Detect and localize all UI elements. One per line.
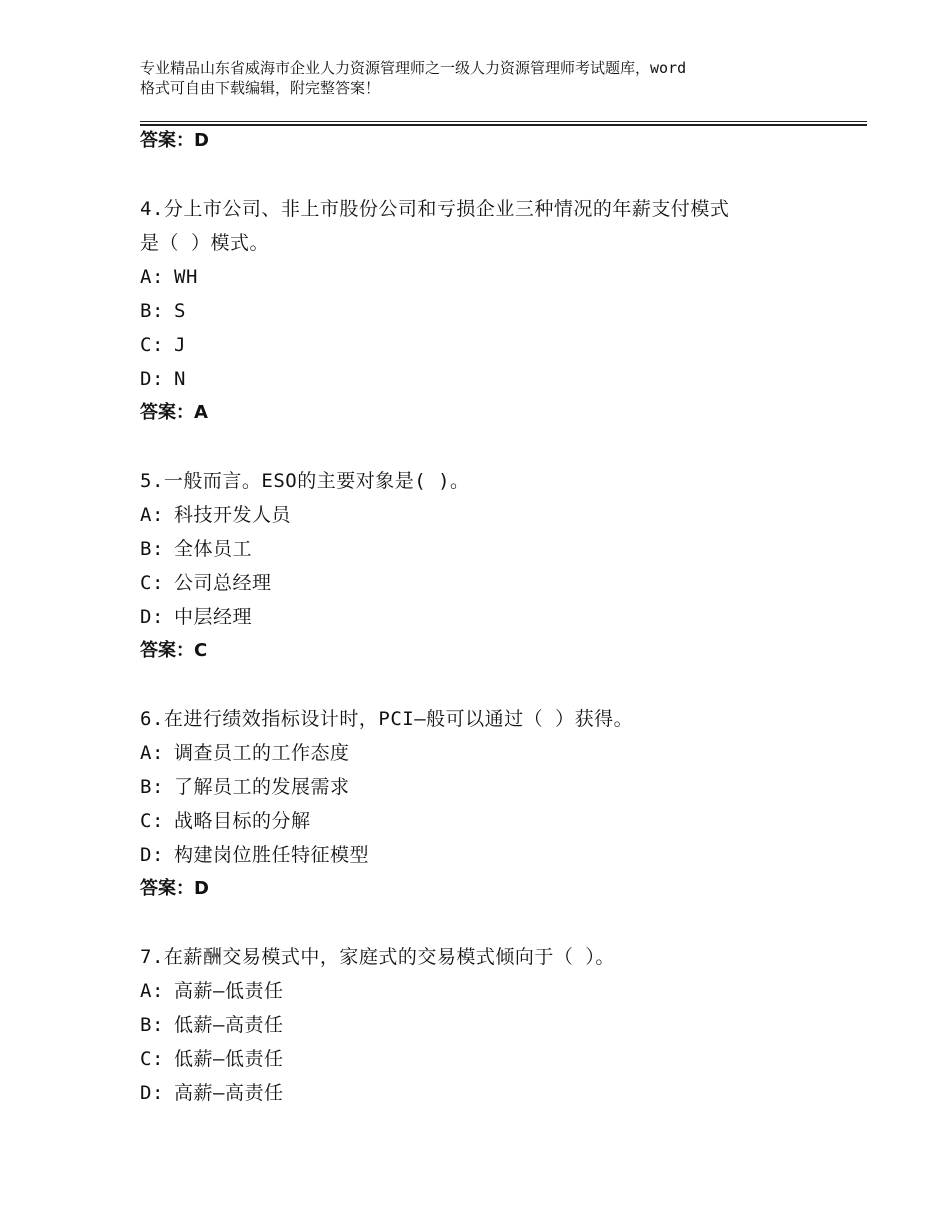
option-label: B:	[140, 1014, 164, 1036]
option-text: 战略目标的分解	[174, 810, 311, 832]
option-text: 高薪—低责任	[174, 980, 284, 1002]
option-text: 全体员工	[174, 538, 253, 560]
question-4-text-line-1: 4.分上市公司、非上市股份公司和亏损企业三种情况的年薪支付模式	[140, 198, 730, 220]
question-4-option-a	[140, 260, 867, 294]
page-header	[140, 58, 840, 98]
question-4-option-c	[140, 328, 867, 362]
answer-q5: 答案：C	[140, 640, 208, 661]
option-text: WH	[174, 266, 198, 288]
option-text: 中层经理	[174, 606, 253, 628]
question-4-option-b	[140, 294, 867, 328]
answer-q6: 答案：D	[140, 878, 209, 899]
question-5-option-b	[140, 532, 867, 566]
option-label: D:	[140, 606, 164, 628]
option-label: B:	[140, 538, 164, 560]
question-7-option-c	[140, 1042, 867, 1076]
spacer	[140, 668, 867, 702]
option-text: 了解员工的发展需求	[174, 776, 350, 798]
option-text: 低薪—高责任	[174, 1014, 284, 1036]
answer-q3: 答案：D	[140, 130, 209, 151]
option-label: C:	[140, 572, 164, 594]
option-label: C:	[140, 810, 164, 832]
question-6	[140, 702, 867, 736]
question-5-text: 5.一般而言。ESO的主要对象是( )。	[140, 470, 470, 492]
option-text: 调查员工的工作态度	[174, 742, 350, 764]
question-5	[140, 464, 867, 498]
question-5-option-d	[140, 600, 867, 634]
option-label: A:	[140, 504, 164, 526]
question-4-text-line-2: 是（ ）模式。	[140, 232, 269, 254]
option-text: S	[174, 300, 186, 322]
option-text: 构建岗位胜任特征模型	[174, 844, 370, 866]
question-5-option-a	[140, 498, 867, 532]
question-6-text: 6.在进行绩效指标设计时，PCI—般可以通过（ ）获得。	[140, 708, 634, 730]
spacer	[140, 158, 867, 192]
option-label: A:	[140, 266, 164, 288]
option-label: C:	[140, 1048, 164, 1070]
question-5-option-c	[140, 566, 867, 600]
question-7-text: 7.在薪酬交易模式中，家庭式的交易模式倾向于（ ）。	[140, 946, 615, 968]
header-line-2: 格式可自由下载编辑，附完整答案！	[140, 79, 381, 97]
option-label: D:	[140, 1082, 164, 1104]
option-text: 科技开发人员	[174, 504, 292, 526]
option-label: A:	[140, 980, 164, 1002]
answer-q4: 答案：A	[140, 402, 208, 423]
option-text: 高薪—高责任	[174, 1082, 284, 1104]
question-6-option-d	[140, 838, 867, 872]
question-6-option-c	[140, 804, 867, 838]
question-4	[140, 192, 867, 260]
question-list	[140, 124, 867, 1110]
option-label: D:	[140, 844, 164, 866]
option-label: B:	[140, 776, 164, 798]
spacer	[140, 906, 867, 940]
option-label: B:	[140, 300, 164, 322]
option-text: J	[174, 334, 186, 356]
option-label: D:	[140, 368, 164, 390]
question-7-option-d	[140, 1076, 867, 1110]
option-text: 低薪—低责任	[174, 1048, 284, 1070]
option-label: C:	[140, 334, 164, 356]
header-divider-thin	[140, 121, 867, 122]
question-4-option-d	[140, 362, 867, 396]
option-text: N	[174, 368, 186, 390]
question-6-option-a	[140, 736, 867, 770]
option-text: 公司总经理	[174, 572, 272, 594]
question-7-option-a	[140, 974, 867, 1008]
question-7-option-b	[140, 1008, 867, 1042]
spacer	[140, 430, 867, 464]
header-line-1: 专业精品山东省威海市企业人力资源管理师之一级人力资源管理师考试题库，word	[140, 59, 687, 77]
question-7	[140, 940, 867, 974]
option-label: A:	[140, 742, 164, 764]
question-6-option-b	[140, 770, 867, 804]
